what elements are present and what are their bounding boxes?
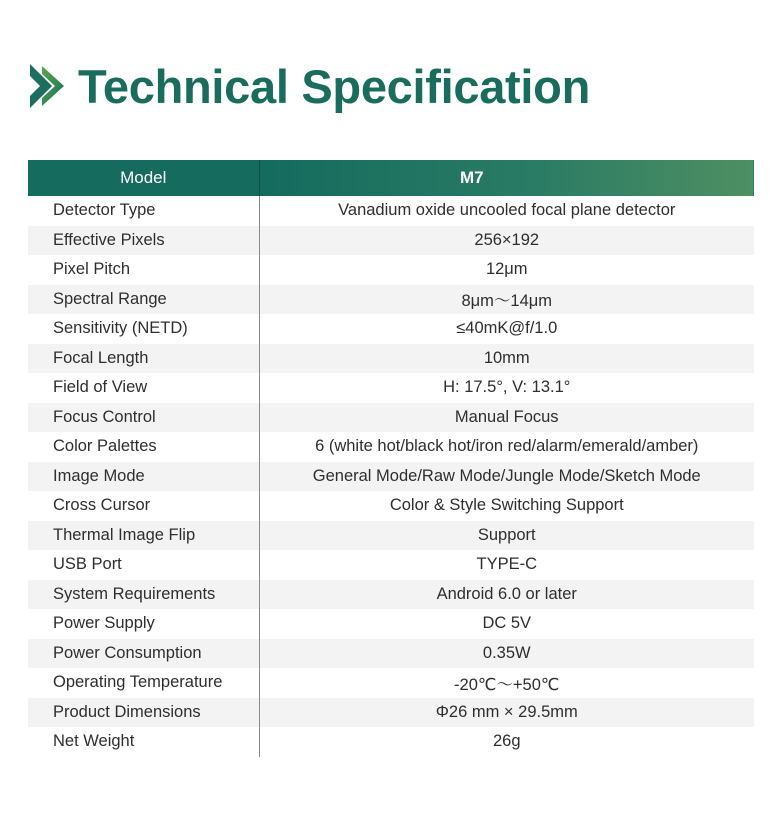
spec-label: Net Weight <box>28 727 259 757</box>
table-row <box>28 639 754 669</box>
page-header <box>28 56 590 116</box>
column-header-model: Model <box>28 160 259 196</box>
table-row <box>28 403 754 433</box>
spec-label: Thermal Image Flip <box>28 521 259 551</box>
spec-value: Φ26 mm × 29.5mm <box>259 698 754 728</box>
spec-label: Field of View <box>28 373 259 403</box>
spec-value: -20℃～+50℃ <box>454 675 560 694</box>
spec-value: 256×192 <box>259 226 754 256</box>
table-row <box>28 373 754 403</box>
table-row <box>28 314 754 344</box>
table-row <box>28 698 754 728</box>
table-row <box>28 344 754 374</box>
spec-value: 10mm <box>259 344 754 374</box>
table-row <box>28 226 754 256</box>
table-row <box>28 727 754 757</box>
spec-table <box>28 160 754 757</box>
page-title: Technical Specification <box>78 59 590 113</box>
spec-value: Android 6.0 or later <box>259 580 754 610</box>
spec-value: Support <box>259 521 754 551</box>
spec-value: Vanadium oxide uncooled focal plane detector <box>338 201 676 220</box>
table-row <box>28 550 754 580</box>
table-row <box>28 196 754 226</box>
table-row <box>28 255 754 285</box>
table-row <box>28 521 754 551</box>
spec-label: Pixel Pitch <box>28 255 259 285</box>
table-row <box>28 285 754 315</box>
spec-value: 8μm～14μm <box>259 285 754 315</box>
spec-value: 12μm <box>485 260 528 279</box>
spec-value: Manual Focus <box>259 403 754 433</box>
table-row <box>28 462 754 492</box>
spec-label: Focus Control <box>28 403 259 433</box>
spec-label: Sensitivity (NETD) <box>28 314 259 344</box>
spec-label: System Requirements <box>28 580 259 610</box>
spec-label: Color Palettes <box>28 432 259 462</box>
spec-value: TYPE-C <box>476 555 537 574</box>
spec-value: H: 17.5°, V: 13.1° <box>443 378 571 397</box>
spec-label: Image Mode <box>28 462 259 492</box>
spec-value: 0.35W <box>259 639 754 669</box>
spec-label: USB Port <box>28 550 259 580</box>
spec-value: DC 5V <box>482 614 532 633</box>
spec-label: Power Supply <box>28 609 259 639</box>
spec-label: Spectral Range <box>28 285 259 315</box>
table-row <box>28 432 754 462</box>
table-row <box>28 580 754 610</box>
spec-label: Detector Type <box>28 196 259 226</box>
spec-label: Product Dimensions <box>28 698 259 728</box>
double-chevron-right-icon <box>28 62 70 110</box>
spec-label: Effective Pixels <box>28 226 259 256</box>
table-header-row <box>28 160 754 196</box>
spec-value: General Mode/Raw Mode/Jungle Mode/Sketch Mode <box>259 462 754 492</box>
table-row <box>28 668 754 698</box>
table-body <box>28 196 754 757</box>
spec-value: 6 (white hot/black hot/iron red/alarm/emerald/amber) <box>315 437 699 456</box>
spec-value: Color & Style Switching Support <box>389 496 624 515</box>
spec-label: Cross Cursor <box>28 491 259 521</box>
column-header-product: M7 <box>259 160 754 196</box>
spec-label: Power Consumption <box>28 639 259 669</box>
table-row <box>28 609 754 639</box>
table-row <box>28 491 754 521</box>
spec-value: ≤40mK@f/1.0 <box>456 319 558 338</box>
spec-label: Operating Temperature <box>28 668 259 698</box>
spec-value: 26g <box>492 732 521 751</box>
spec-label: Focal Length <box>28 344 259 374</box>
